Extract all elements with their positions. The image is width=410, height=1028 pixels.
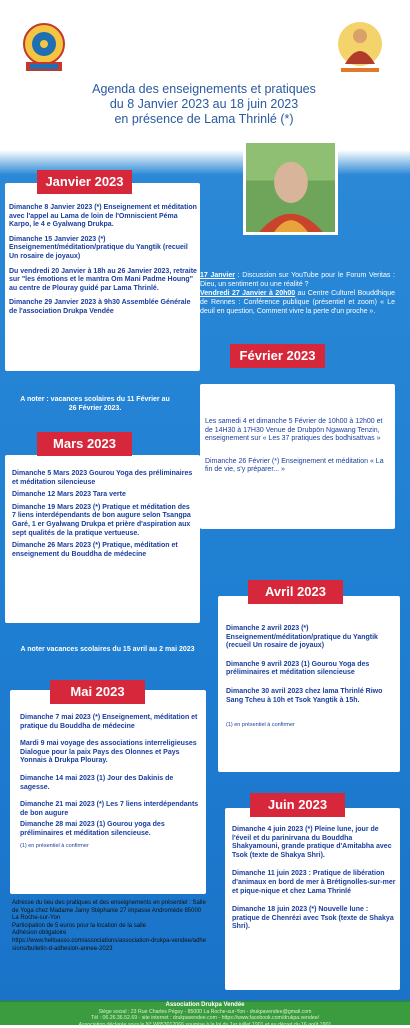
drukpa-logo-icon	[14, 18, 74, 76]
side-info-text-2: au Centre Culturel Bouddhique de Rennes : Conférence publique (présentiel et zoom) « Le deuil en question, Comment vivre la perte d'un proche ».	[200, 290, 395, 315]
juin-entry-1: Dimanche 4 juin 2023 (*) Pleine lune, jour de l'éveil et du parinirvana du Bouddha Shakyamouni, grande pratique d'Amitabha avec Tsok (texte de Shakya Shri).	[232, 826, 392, 859]
lama-photo	[243, 140, 338, 235]
adhesion-info	[12, 900, 207, 953]
mai-entry-3: Dimanche 14 mai 2023 (1) Jour des Dakinis de sagesse.	[20, 774, 174, 791]
mai-entry-1: Dimanche 7 mai 2023 (*) Enseignement, méditation et pratique du Bouddha de médecine	[20, 714, 198, 730]
footer-title: Association Drukpa Vendée	[165, 1002, 245, 1008]
janvier-entry-3: Du vendredi 20 Janvier à 18h au 26 Janvier 2023, retraite sur "les émotions et le mantra Om Mani Padme Houng" au centre de Plouray guidé par Lama Thrinlé.	[9, 267, 197, 292]
adhesion-participation: Participation de 5 euros pour la location de la salle	[12, 922, 147, 929]
fevrier-tab: Février 2023	[230, 344, 325, 368]
adhesion-address: Adresse du lieu des pratiques et des enseignements en présentiel : Salle de Yoga chez Madame Jarny Stéphanie 27 impasse Andromède 85000 La Roche-sur-Yon	[12, 900, 206, 922]
mars-entry-2: Dimanche 12 Mars 2023 Tara verte	[12, 491, 126, 499]
adhesion-obligatoire: Adhésion obligatoire	[12, 930, 67, 937]
juin-tab: Juin 2023	[250, 793, 345, 817]
janvier-entry-1: Dimanche 8 Janvier 2023 (*) Enseignement et méditation avec l'appel au Lama de loin de l'Omniscient Péma Karpo, le 4 e Gyalwang Drukpa.	[9, 204, 197, 229]
avril-footnote: (1) en présentiel à confirmer	[226, 722, 295, 729]
mai-entries	[20, 714, 200, 856]
mai-tab: Mai 2023	[50, 680, 145, 704]
title-line-1: Agenda des enseignements et pratiques	[92, 82, 316, 96]
juin-entries	[232, 826, 396, 938]
note-vacances-fevrier: A noter : vacances scolaires du 11 Février au 26 Février 2023.	[20, 396, 170, 412]
avril-entries	[226, 625, 396, 736]
mars-entries	[12, 470, 194, 565]
avril-entry-3: Dimanche 30 avril 2023 chez lama Thrinlé Riwo Sang Tcheu à 10h et Tsok Yangtik à 15h.	[226, 687, 383, 704]
footer-line-2: Tél : 06.26.36.52.69 - site internet : drukpavendee.com - https://www.facebook.com/drukpa.vendee/	[90, 1015, 320, 1022]
avril-entry-1: Dimanche 2 avril 2023 (*) Enseignement/méditation/pratique du Yangtik (recueil Un rosaire de joyaux)	[226, 625, 378, 650]
janvier-entry-2: Dimanche 15 Janvier 2023 (*) Enseignement/méditation/pratique du Yangtik (recueil Un rosaire de joyaux)	[9, 235, 188, 260]
janvier-entries	[9, 204, 197, 323]
fevrier-entry-2: Dimanche 26 Février (*) Enseignement et méditation « La fin de vie, s'y préparer... »	[205, 457, 384, 474]
mai-entry-5: Dimanche 28 mai 2023 (1) Gourou yoga des préliminaires et méditation silencieuse.	[20, 821, 165, 837]
mars-entry-1: Dimanche 5 Mars 2023 Gourou Yoga des préliminaires et méditation silencieuse	[12, 470, 193, 486]
title-line-2: du 8 Janvier 2023 au 18 juin 2023	[109, 97, 299, 111]
janvier-entry-4: Dimanche 29 Janvier 2023 à 9h30 Assemblée Générale de l'association Drukpa Vendée	[9, 299, 191, 315]
note-vacances-avril: A noter vacances scolaires du 15 avril au 2 mai 2023	[20, 646, 195, 653]
fevrier-entry-1: Les samedi 4 et dimanche 5 Février de 10h00 à 12h00 et de 14H30 à 17H30 Venue de Drubpön Ngawang Tenzin, enseignement sur « Les 37 pratiques des bodhisattvas »	[205, 418, 383, 443]
footer-line-3: Association déclarée sous le N° W853012066 soumise à la loi du 1er juillet 1901 et au décret du 16 août 1901	[78, 1021, 332, 1028]
janvier-tab: Janvier 2023	[37, 170, 132, 194]
side-info	[200, 271, 395, 316]
juin-entry-3: Dimanche 18 juin 2023 (*) Nouvelle lune : pratique de Chenrézi avec Tsok (texte de Shakya Shri).	[232, 906, 394, 931]
mars-entry-4: Dimanche 26 Mars 2023 (*) Pratique, méditation et enseignement du Bouddha de médecine	[12, 542, 178, 558]
footer-line-1: Siège social : 23 Rue Charles Péguy - 85000 La Roche-sur-Yon - drukpavendee@gmail.com	[98, 1008, 312, 1015]
side-info-text-1: : Discussion sur YouTube pour le Forum Veritas : Dieu, un sentiment ou une réalité ?	[200, 272, 395, 288]
fevrier-entries	[205, 418, 391, 481]
title-line-3: en présence de Lama Thrinlé (*)	[114, 112, 294, 126]
mai-footnote: (1) en présentiel à confirmer	[20, 842, 89, 849]
juin-entry-2: Dimanche 11 juin 2023 : Pratique de libération d'animaux en bord de mer à Brétignolles-sur-mer et pique-nique et chez Lama Thrinlé	[232, 870, 396, 895]
avril-tab: Avril 2023	[248, 580, 343, 604]
mars-entry-3: Dimanche 19 Mars 2023 (*) Pratique et méditation des 7 liens interdépendants de bon augure selon Tsangpa Garé, 1 er Gyalwang Drukpa et prière d'aspiration aux sept qualités de la pratique vertueuse.	[12, 503, 191, 537]
side-info-date-1: 17 Janvier	[200, 272, 235, 279]
mai-entry-4: Dimanche 21 mai 2023 (*) Les 7 liens interdépendants de bon augure	[20, 801, 199, 817]
mars-tab: Mars 2023	[37, 432, 132, 456]
side-info-date-2: Vendredi 27 Janvier à 20h00	[200, 290, 296, 297]
page-title	[78, 82, 330, 127]
footer	[0, 1002, 410, 1028]
avril-entry-2: Dimanche 9 avril 2023 (1) Gourou Yoga des préliminaires et méditation silencieuse	[226, 660, 370, 677]
mai-entry-2: Mardi 9 mai voyage des associations interreligieuses Dialogue pour la paix Pays des Olonnes et Pays Yonnais à Drukpa Plouray.	[20, 740, 197, 765]
lama-portrait-icon	[333, 18, 387, 76]
adhesion-link[interactable]: https://www.helloasso.com/associations/association-drukpa-vendee/adhesions/bulletin-d-adhesion-annee-2023	[12, 937, 207, 952]
